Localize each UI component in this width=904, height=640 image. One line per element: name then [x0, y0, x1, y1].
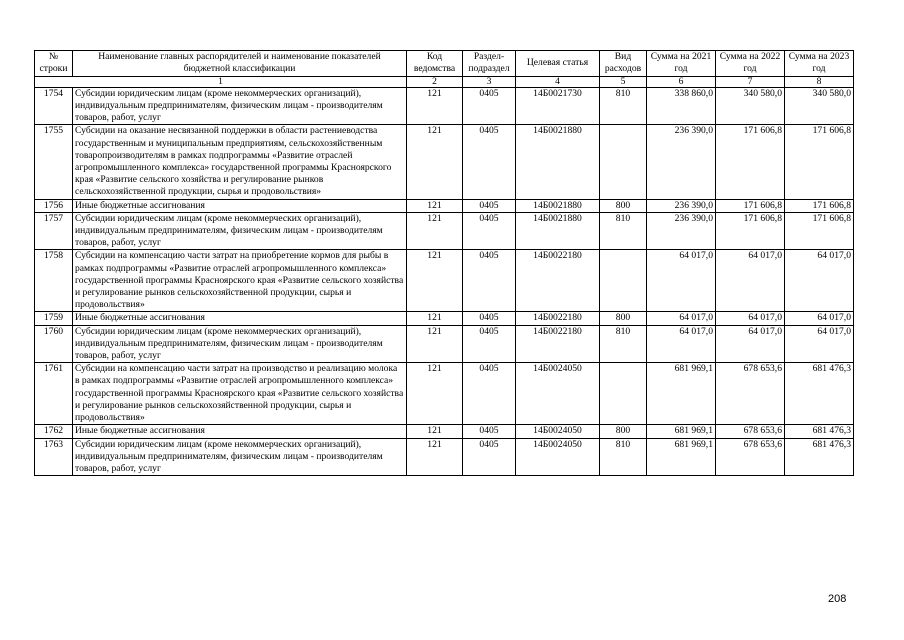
- row-type: 810: [600, 438, 647, 476]
- header-row: [35, 51, 854, 77]
- row-section: 0405: [463, 363, 516, 425]
- row-sum-2022: 64 017,0: [716, 325, 785, 363]
- row-name: Иные бюджетные ассигнования: [73, 312, 407, 325]
- row-type: 800: [600, 312, 647, 325]
- row-number: 1761: [35, 363, 73, 425]
- row-sum-2021: 236 390,0: [647, 199, 716, 212]
- row-name: Субсидии юридическим лицам (кроме некоммерческих организаций), индивидуальным предпринимателям, физическим лицам - производителям товаров, работ, услуг: [73, 325, 407, 363]
- row-name: Иные бюджетные ассигнования: [73, 199, 407, 212]
- table-row: [35, 312, 854, 325]
- row-sum-2021: 236 390,0: [647, 125, 716, 199]
- row-number: 1754: [35, 87, 73, 125]
- row-name: Субсидии юридическим лицам (кроме некоммерческих организаций), индивидуальным предпринимателям, физическим лицам - производителям товаров, работ, услуг: [73, 87, 407, 125]
- row-code: 121: [407, 212, 463, 250]
- row-type: [600, 363, 647, 425]
- row-sum-2021: 681 969,1: [647, 363, 716, 425]
- row-sum-2023: 340 580,0: [785, 87, 854, 125]
- row-article: 14Б0021880: [516, 125, 600, 199]
- row-number: 1760: [35, 325, 73, 363]
- table-row: [35, 125, 854, 199]
- budget-table: [34, 50, 854, 476]
- row-sum-2023: 64 017,0: [785, 325, 854, 363]
- row-section: 0405: [463, 325, 516, 363]
- row-type: 810: [600, 87, 647, 125]
- row-name: Субсидии на компенсацию части затрат на производство и реализацию молока в рамках подпрограммы «Развитие отраслей агропромышленного комплекса» государственной программы Красноярского края «Развитие сельского хозяйства и регулирование рынков сельскохозяйственной продукции, сырья и продовольствия»: [73, 363, 407, 425]
- row-sum-2022: 678 653,6: [716, 363, 785, 425]
- row-code: 121: [407, 312, 463, 325]
- row-sum-2022: 64 017,0: [716, 250, 785, 312]
- row-article: 14Б0022180: [516, 325, 600, 363]
- row-sum-2023: 64 017,0: [785, 312, 854, 325]
- row-number: 1759: [35, 312, 73, 325]
- row-sum-2022: 340 580,0: [716, 87, 785, 125]
- row-sum-2022: 678 653,6: [716, 425, 785, 438]
- row-code: 121: [407, 438, 463, 476]
- row-sum-2023: 681 476,3: [785, 438, 854, 476]
- row-section: 0405: [463, 125, 516, 199]
- row-section: 0405: [463, 87, 516, 125]
- row-code: 121: [407, 87, 463, 125]
- header-sum-2021: Сумма на 2021 год: [647, 51, 716, 77]
- row-sum-2021: 338 860,0: [647, 87, 716, 125]
- row-name: Субсидии на оказание несвязанной поддержки в области растениеводства государственным и муниципальным предприятиям, сельскохозяйственным товаропроизводителям в рамках подпрограммы «Развитие отраслей агропромышленного комплекса» государственной программы Красноярского края «Развитие сельского хозяйства и регулирование рынков сельскохозяйственной продукции, сырья и продовольствия»: [73, 125, 407, 199]
- row-sum-2023: 681 476,3: [785, 363, 854, 425]
- table-row: [35, 363, 854, 425]
- row-sum-2022: 678 653,6: [716, 438, 785, 476]
- row-section: 0405: [463, 312, 516, 325]
- row-sum-2023: 171 606,8: [785, 199, 854, 212]
- row-section: 0405: [463, 199, 516, 212]
- col-number-8: 8: [785, 76, 854, 87]
- row-section: 0405: [463, 250, 516, 312]
- row-sum-2021: 64 017,0: [647, 312, 716, 325]
- row-code: 121: [407, 250, 463, 312]
- row-article: 14Б0024050: [516, 363, 600, 425]
- row-type: [600, 125, 647, 199]
- row-name: Субсидии юридическим лицам (кроме некоммерческих организаций), индивидуальным предпринимателям, физическим лицам - производителям товаров, работ, услуг: [73, 438, 407, 476]
- row-number: 1756: [35, 199, 73, 212]
- row-type: 810: [600, 325, 647, 363]
- row-code: 121: [407, 125, 463, 199]
- table-row: [35, 87, 854, 125]
- row-article: 14Б0021730: [516, 87, 600, 125]
- row-sum-2023: 681 476,3: [785, 425, 854, 438]
- row-article: 14Б0022180: [516, 250, 600, 312]
- row-code: 121: [407, 199, 463, 212]
- col-number-4: 4: [516, 76, 600, 87]
- row-article: 14Б0024050: [516, 438, 600, 476]
- header-type: Вид расходов: [600, 51, 647, 77]
- row-sum-2021: 64 017,0: [647, 250, 716, 312]
- row-sum-2021: 681 969,1: [647, 425, 716, 438]
- table-row: [35, 325, 854, 363]
- row-name: Субсидии на компенсацию части затрат на приобретение кормов для рыбы в рамках подпрограммы «Развитие отраслей агропромышленного комплекса» государственной программы Красноярского края «Развитие сельского хозяйства и регулирование рынков сельскохозяйственной продукции, сырья и продовольствия»: [73, 250, 407, 312]
- table-row: [35, 425, 854, 438]
- row-section: 0405: [463, 425, 516, 438]
- row-sum-2022: 171 606,8: [716, 199, 785, 212]
- header-sum-2022: Сумма на 2022 год: [716, 51, 785, 77]
- row-sum-2021: 681 969,1: [647, 438, 716, 476]
- col-number-6: 6: [647, 76, 716, 87]
- row-number: 1758: [35, 250, 73, 312]
- header-section: Раздел-подраздел: [463, 51, 516, 77]
- header-sum-2023: Сумма на 2023 год: [785, 51, 854, 77]
- row-type: [600, 250, 647, 312]
- table-row: [35, 438, 854, 476]
- row-article: 14Б0021880: [516, 199, 600, 212]
- row-type: 800: [600, 425, 647, 438]
- col-number-2: 2: [407, 76, 463, 87]
- row-code: 121: [407, 425, 463, 438]
- row-sum-2023: 64 017,0: [785, 250, 854, 312]
- column-number-row: [35, 76, 854, 87]
- row-code: 121: [407, 363, 463, 425]
- row-sum-2023: 171 606,8: [785, 212, 854, 250]
- row-section: 0405: [463, 212, 516, 250]
- col-number-7: 7: [716, 76, 785, 87]
- row-article: 14Б0021880: [516, 212, 600, 250]
- row-number: 1763: [35, 438, 73, 476]
- row-number: 1755: [35, 125, 73, 199]
- col-number-3: 3: [463, 76, 516, 87]
- row-sum-2022: 171 606,8: [716, 125, 785, 199]
- header-article: Целевая статья: [516, 51, 600, 77]
- row-sum-2022: 171 606,8: [716, 212, 785, 250]
- row-number: 1762: [35, 425, 73, 438]
- col-number-1: 1: [35, 76, 407, 87]
- row-article: 14Б0022180: [516, 312, 600, 325]
- page-number: 208: [828, 593, 847, 605]
- table-row: [35, 250, 854, 312]
- header-num: № строки: [35, 51, 73, 77]
- row-type: 810: [600, 212, 647, 250]
- row-sum-2022: 64 017,0: [716, 312, 785, 325]
- row-sum-2023: 171 606,8: [785, 125, 854, 199]
- row-name: Субсидии юридическим лицам (кроме некоммерческих организаций), индивидуальным предпринимателям, физическим лицам - производителям товаров, работ, услуг: [73, 212, 407, 250]
- row-code: 121: [407, 325, 463, 363]
- table-row: [35, 199, 854, 212]
- col-number-5: 5: [600, 76, 647, 87]
- header-name: Наименование главных распорядителей и наименование показателей бюджетной классификации: [73, 51, 407, 77]
- header-code: Код ведомства: [407, 51, 463, 77]
- row-article: 14Б0024050: [516, 425, 600, 438]
- row-sum-2021: 236 390,0: [647, 212, 716, 250]
- row-sum-2021: 64 017,0: [647, 325, 716, 363]
- row-section: 0405: [463, 438, 516, 476]
- table-row: [35, 212, 854, 250]
- row-number: 1757: [35, 212, 73, 250]
- row-type: 800: [600, 199, 647, 212]
- row-name: Иные бюджетные ассигнования: [73, 425, 407, 438]
